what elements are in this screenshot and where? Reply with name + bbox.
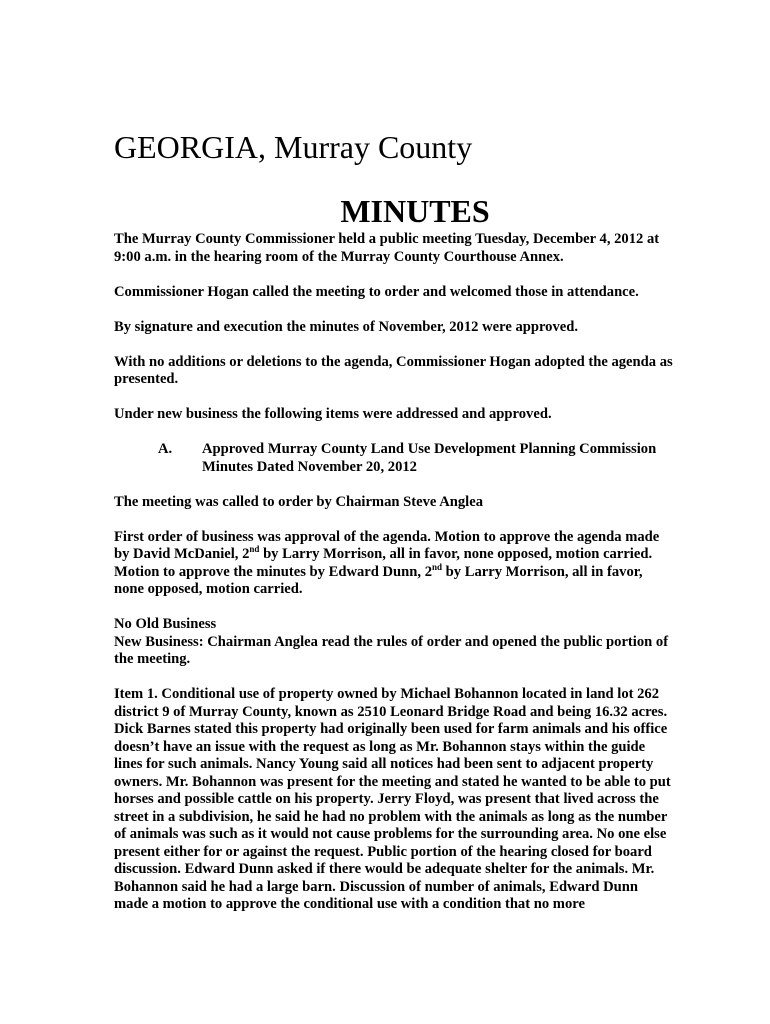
document-title: GEORGIA, Murray County <box>114 129 473 165</box>
paragraph-new-business-rules: New Business: Chairman Anglea read the rules of order and opened the public portion of the meeting. <box>114 633 669 667</box>
paragraph-minutes-approved: By signature and execution the minutes of November, 2012 were approved. <box>114 318 579 335</box>
paragraph-new-business: Under new business the following items were addressed and approved. <box>114 406 552 422</box>
paragraph-chairman-call: The meeting was called to order by Chairman Steve Anglea <box>114 493 484 510</box>
paragraph-meeting-intro: The Murray County Commissioner held a public meeting Tuesday, December 4, 2012 at 9:00 a.m. in the hearing room of the Murray County Courthouse Annex. <box>114 231 660 265</box>
list-item-label: A. <box>158 441 173 457</box>
list-item-text: Approved Murray County Land Use Development Planning Commission Minutes Dated November 20, 2012 <box>202 441 657 475</box>
minutes-heading: MINUTES <box>340 193 490 229</box>
paragraph-call-to-order: Commissioner Hogan called the meeting to order and welcomed those in attendance. <box>114 283 639 300</box>
list-item-a <box>114 441 674 476</box>
paragraph-item-1: Item 1. Conditional use of property owned by Michael Bohannon located in land lot 262 district 9 of Murray County, known as 2510 Leonard Bridge Road and being 16.32 acres. Dick Barnes stated this property had originally been used for farm animals and his office doesn’t have an issue with the request as long as Mr. Bohannon stays within the guide lines for such animals. Nancy Young said all notices had been sent to adjacent property owners. Mr. Bohannon was present for the meeting and stated he wanted to be able to put horses and possible cattle on his property. Jerry Floyd, was present that lived across the street in a subdivision, he said he had no problem with the animals as long as the number of animals was such as it would not cause problems for the surrounding area. No one else present either for or against the request. Public portion of the hearing closed for board discussion. Edward Dunn asked if there would be adequate shelter for the animals. Mr. Bohannon said he had a large barn. Discussion of number of animals, Edward Dunn made a motion to approve the conditional use with a condition that no more <box>114 686 671 912</box>
paragraph-first-order: First order of business was approval of the agenda. Motion to approve the agenda made by David McDaniel, 2nd by Larry Morrison, all in favor, none opposed, motion carried. Motion to approve the minutes by Edward Dunn, 2nd by Larry Morrison, all in favor, none opposed, motion carried. <box>114 528 660 597</box>
minutes-body <box>114 231 674 931</box>
paragraph-agenda-adopted: With no additions or deletions to the agenda, Commissioner Hogan adopted the agenda as presented. <box>114 353 673 387</box>
paragraph-old-business: No Old Business <box>114 616 217 632</box>
